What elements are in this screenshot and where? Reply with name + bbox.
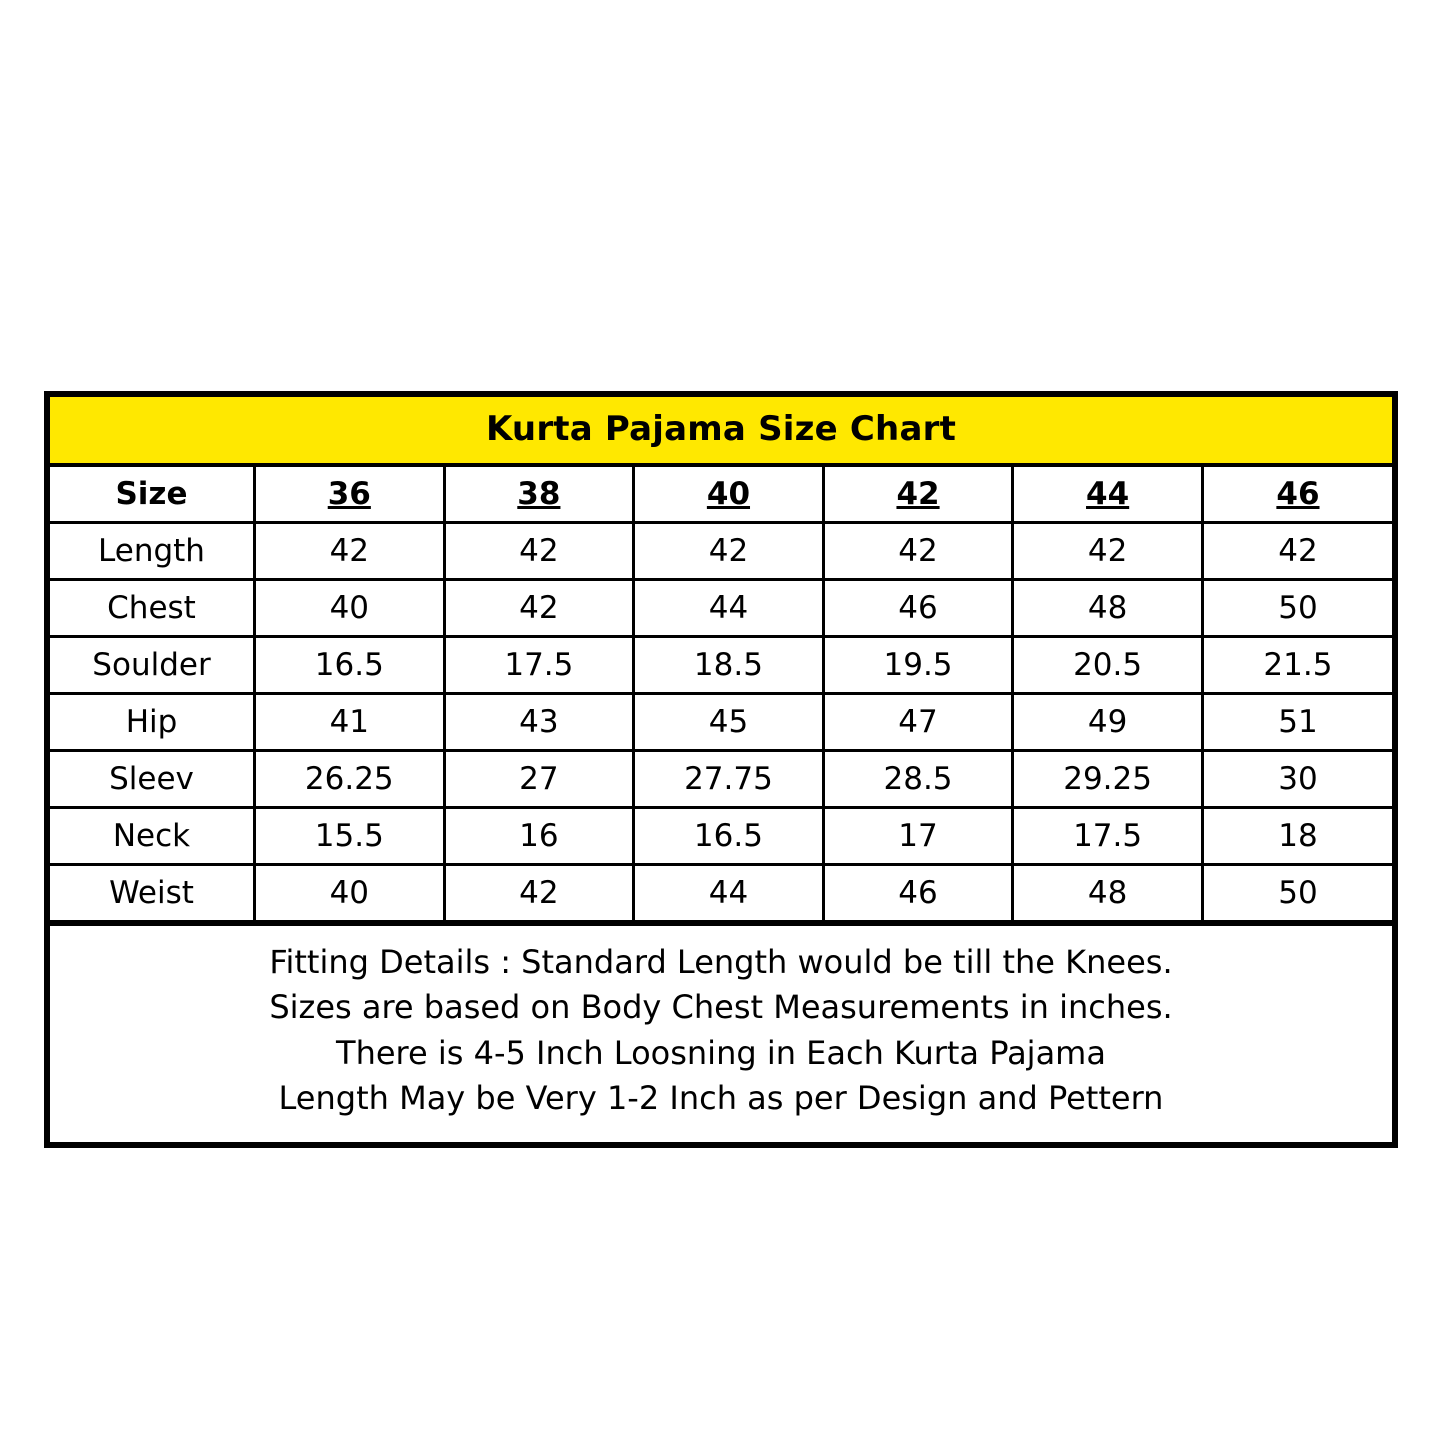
table-row (50, 865, 1392, 922)
cell-neck-40: 16.5 (634, 808, 824, 865)
table-row (50, 751, 1392, 808)
cell-sleev-36: 26.25 (255, 751, 445, 808)
cell-neck-46: 18 (1202, 808, 1392, 865)
column-header-42: 42 (823, 467, 1013, 523)
cell-sleev-44: 29.25 (1013, 751, 1203, 808)
cell-sleev-38: 27 (444, 751, 634, 808)
column-header-40: 40 (634, 467, 824, 523)
cell-weist-36: 40 (255, 865, 445, 922)
cell-weist-38: 42 (444, 865, 634, 922)
row-label-hip: Hip (50, 694, 255, 751)
cell-weist-40: 44 (634, 865, 824, 922)
row-label-soulder: Soulder (50, 637, 255, 694)
cell-neck-38: 16 (444, 808, 634, 865)
table-row (50, 580, 1392, 637)
cell-length-40: 42 (634, 523, 824, 580)
column-header-44: 44 (1013, 467, 1203, 523)
cell-sleev-42: 28.5 (823, 751, 1013, 808)
table-row (50, 694, 1392, 751)
cell-weist-44: 48 (1013, 865, 1203, 922)
row-label-length: Length (50, 523, 255, 580)
column-header-46: 46 (1202, 467, 1392, 523)
cell-soulder-44: 20.5 (1013, 637, 1203, 694)
cell-chest-42: 46 (823, 580, 1013, 637)
note-line-1: Fitting Details : Standard Length would be till the Knees. (269, 943, 1173, 981)
column-header-size: Size (50, 467, 255, 523)
cell-chest-46: 50 (1202, 580, 1392, 637)
note-line-3: There is 4-5 Inch Loosning in Each Kurta Pajama (336, 1033, 1106, 1072)
cell-sleev-46: 30 (1202, 751, 1392, 808)
cell-hip-40: 45 (634, 694, 824, 751)
note-line-2: Sizes are based on Body Chest Measurements in inches. (269, 988, 1173, 1027)
cell-chest-40: 44 (634, 580, 824, 637)
cell-neck-36: 15.5 (255, 808, 445, 865)
cell-chest-38: 42 (444, 580, 634, 637)
cell-chest-36: 40 (255, 580, 445, 637)
cell-length-46: 42 (1202, 523, 1392, 580)
column-header-36: 36 (255, 467, 445, 523)
cell-neck-42: 17 (823, 808, 1013, 865)
table-row (50, 808, 1392, 865)
table-row (50, 637, 1392, 694)
fitting-notes (50, 923, 1392, 1142)
chart-title: Kurta Pajama Size Chart (50, 397, 1392, 467)
cell-soulder-38: 17.5 (444, 637, 634, 694)
cell-length-38: 42 (444, 523, 634, 580)
cell-weist-46: 50 (1202, 865, 1392, 922)
size-chart-table (50, 467, 1392, 923)
cell-chest-44: 48 (1013, 580, 1203, 637)
cell-soulder-36: 16.5 (255, 637, 445, 694)
row-label-weist: Weist (50, 865, 255, 922)
row-label-neck: Neck (50, 808, 255, 865)
row-label-sleev: Sleev (50, 751, 255, 808)
size-chart-container (44, 391, 1398, 1148)
column-header-38: 38 (444, 467, 634, 523)
cell-sleev-40: 27.75 (634, 751, 824, 808)
cell-hip-46: 51 (1202, 694, 1392, 751)
cell-soulder-42: 19.5 (823, 637, 1013, 694)
cell-weist-42: 46 (823, 865, 1013, 922)
table-row (50, 523, 1392, 580)
table-header-row (50, 467, 1392, 523)
row-label-chest: Chest (50, 580, 255, 637)
note-line-4: Length May be Very 1-2 Inch as per Design and Pettern (278, 1079, 1164, 1118)
cell-length-36: 42 (255, 523, 445, 580)
cell-hip-36: 41 (255, 694, 445, 751)
cell-length-42: 42 (823, 523, 1013, 580)
cell-hip-44: 49 (1013, 694, 1203, 751)
cell-hip-38: 43 (444, 694, 634, 751)
cell-soulder-46: 21.5 (1202, 637, 1392, 694)
cell-length-44: 42 (1013, 523, 1203, 580)
cell-neck-44: 17.5 (1013, 808, 1203, 865)
cell-soulder-40: 18.5 (634, 637, 824, 694)
cell-hip-42: 47 (823, 694, 1013, 751)
